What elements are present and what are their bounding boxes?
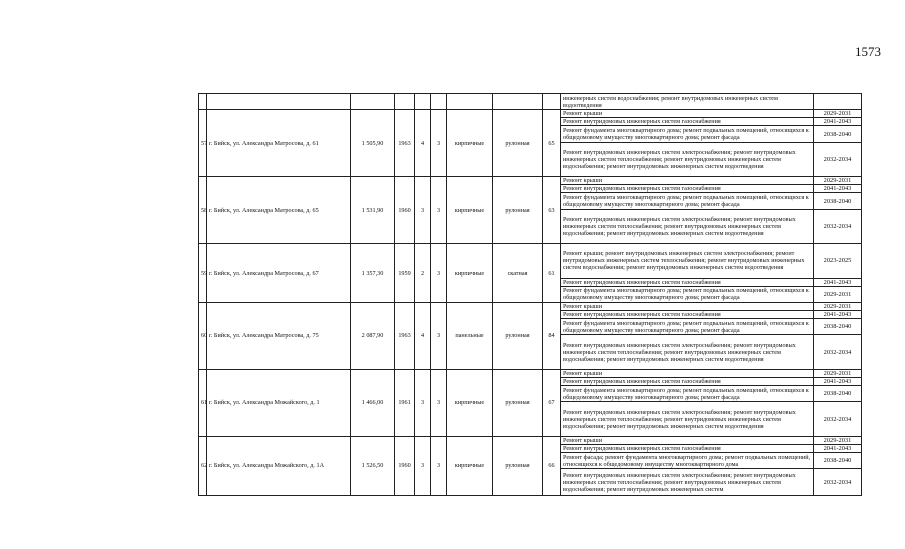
cell-empty [493, 94, 543, 110]
construction-year: 1959 [395, 244, 415, 303]
work-description: Ремонт внутридомовых инженерных систем электроснабжения; ремонт внутридомовых инженерных систем теплоснабжения; ремонт внутридомовых инженерных систем водоснабжения; ремонт внутридомовых инженерных систем водоотведения [561, 209, 814, 244]
continuation-row [199, 94, 862, 110]
building-number: 57 [199, 110, 207, 177]
work-description: Ремонт внутридомовых инженерных систем газоснабжения [561, 185, 814, 193]
work-period: 2038-2040 [814, 126, 862, 142]
capital-repair-table [198, 93, 862, 496]
apartment-count: 63 [543, 177, 561, 244]
work-description: Ремонт фасада; ремонт фундамента многоквартирного дома; ремонт подвальных помещений, относящихся к общедомовому имуществу многоквартирного дома [561, 453, 814, 469]
work-description: Ремонт фундамента многоквартирного дома; ремонт подвальных помещений, относящихся к общедомовому имуществу многоквартирного дома; ремонт фасада [561, 286, 814, 302]
roof-type: рулонная [493, 177, 543, 244]
apartment-count: 61 [543, 244, 561, 303]
building-area: 1 531,90 [351, 177, 395, 244]
work-period: 2038-2040 [814, 193, 862, 209]
work-period: 2038-2040 [814, 453, 862, 469]
building-area: 1 526,50 [351, 436, 395, 495]
work-period: 2032-2034 [814, 142, 862, 177]
building-address: г. Бийск, ул. Александра Матросова, д. 67 [207, 244, 351, 303]
cell-empty [431, 94, 447, 110]
roof-type: рулонная [493, 302, 543, 369]
work-period: 2041-2043 [814, 278, 862, 286]
work-description: Ремонт внутридомовых инженерных систем газоснабжения [561, 311, 814, 319]
page-number: 1573 [855, 44, 881, 59]
roof-type: рулонная [493, 110, 543, 177]
building-number: 59 [199, 244, 207, 303]
work-description: Ремонт внутридомовых инженерных систем электроснабжения; ремонт внутридомовых инженерных систем теплоснабжения; ремонт внутридомовых инженерных систем водоснабжения; ремонт внутридомовых инженерных систем водоотведения [561, 335, 814, 370]
roof-type: рулонная [493, 369, 543, 436]
roof-type: рулонная [493, 436, 543, 495]
building-row [199, 436, 862, 444]
building-row [199, 302, 862, 310]
construction-year: 1963 [395, 302, 415, 369]
cell-empty [543, 94, 561, 110]
cell-empty [415, 94, 431, 110]
work-description: Ремонт внутридомовых инженерных систем газоснабжения [561, 445, 814, 453]
construction-year: 1960 [395, 177, 415, 244]
building-address: г. Бийск, ул. Александра Матросова, д. 65 [207, 177, 351, 244]
wall-material: кирпичные [447, 436, 493, 495]
floor-count: 3 [415, 369, 431, 436]
entrance-count: 3 [431, 244, 447, 303]
work-description: Ремонт внутридомовых инженерных систем электроснабжения; ремонт внутридомовых инженерных систем теплоснабжения; ремонт внутридомовых инженерных систем водоснабжения; ремонт внутридомовых инженерных систем водоотведения [561, 402, 814, 437]
work-period: 2041-2043 [814, 445, 862, 453]
work-period: 2032-2034 [814, 402, 862, 437]
work-period: 2032-2034 [814, 335, 862, 370]
building-address: г. Бийск, ул. Александра Матросова, д. 75 [207, 302, 351, 369]
wall-material: кирпичные [447, 244, 493, 303]
work-period: 2029-2031 [814, 369, 862, 377]
work-period: 2029-2031 [814, 110, 862, 118]
construction-year: 1961 [395, 369, 415, 436]
building-area: 1 357,30 [351, 244, 395, 303]
apartment-count: 66 [543, 436, 561, 495]
building-number: 58 [199, 177, 207, 244]
work-description: Ремонт крыши [561, 110, 814, 118]
work-period: 2038-2040 [814, 319, 862, 335]
roof-type: скатная [493, 244, 543, 303]
floor-count: 4 [415, 302, 431, 369]
floor-count: 3 [415, 177, 431, 244]
entrance-count: 3 [431, 110, 447, 177]
building-area: 1 466,00 [351, 369, 395, 436]
wall-material: кирпичные [447, 369, 493, 436]
work-description: Ремонт фундамента многоквартирного дома; ремонт подвальных помещений, относящихся к общедомовому имуществу многоквартирного дома; ремонт фасада [561, 126, 814, 142]
building-area: 2 087,90 [351, 302, 395, 369]
work-period: 2029-2031 [814, 286, 862, 302]
entrance-count: 3 [431, 177, 447, 244]
building-number: 62 [199, 436, 207, 495]
work-period: 2041-2043 [814, 311, 862, 319]
wall-material: панельные [447, 302, 493, 369]
wall-material: кирпичные [447, 177, 493, 244]
work-description: Ремонт крыши [561, 177, 814, 185]
work-period: 2032-2034 [814, 209, 862, 244]
floor-count: 2 [415, 244, 431, 303]
building-row [199, 369, 862, 377]
floor-count: 3 [415, 436, 431, 495]
work-description: Ремонт фундамента многоквартирного дома; ремонт подвальных помещений, относящихся к общедомовому имуществу многоквартирного дома; ремонт фасада [561, 319, 814, 335]
work-description: инженерных систем водоснабжения; ремонт внутридомовых инженерных систем водоотведения [561, 94, 814, 110]
work-period: 2029-2031 [814, 177, 862, 185]
apartment-count: 65 [543, 110, 561, 177]
floor-count: 4 [415, 110, 431, 177]
cell-empty [395, 94, 415, 110]
cell-empty [199, 94, 207, 110]
work-period: 2041-2043 [814, 185, 862, 193]
building-number: 60 [199, 302, 207, 369]
cell-empty [351, 94, 395, 110]
work-description: Ремонт внутридомовых инженерных систем газоснабжения [561, 378, 814, 386]
building-row [199, 244, 862, 279]
work-period: 2041-2043 [814, 118, 862, 126]
work-description: Ремонт внутридомовых инженерных систем электроснабжения; ремонт внутридомовых инженерных систем теплоснабжения; ремонт внутридомовых инженерных систем водоснабжения; ремонт внутридомовых инженерных систем водоотведения [561, 142, 814, 177]
entrance-count: 3 [431, 369, 447, 436]
work-description: Ремонт крыши; ремонт внутридомовых инженерных систем электроснабжения; ремонт внутридомовых инженерных систем теплоснабжения; ремонт внутридомовых инженерных систем водоснабжения; ремонт внутридомовых инженерных систем водоотведения [561, 244, 814, 279]
apartment-count: 84 [543, 302, 561, 369]
building-address: г. Бийск, ул. Александра Можайского, д. 1А [207, 436, 351, 495]
table-body [199, 94, 862, 496]
work-description: Ремонт фундамента многоквартирного дома; ремонт подвальных помещений, относящихся к общедомовому имуществу многоквартирного дома; ремонт фасада [561, 386, 814, 402]
work-period: 2029-2031 [814, 436, 862, 444]
entrance-count: 3 [431, 436, 447, 495]
building-address: г. Бийск, ул. Александра Можайского, д. 1 [207, 369, 351, 436]
work-description: Ремонт внутридомовых инженерных систем газоснабжения [561, 278, 814, 286]
work-period: 2041-2043 [814, 378, 862, 386]
building-row [199, 110, 862, 118]
work-period: 2038-2040 [814, 386, 862, 402]
work-description: Ремонт внутридомовых инженерных систем электроснабжения; ремонт внутридомовых инженерных систем теплоснабжения; ремонт внутридомовых инженерных систем водоснабжения; ремонт внутридомовых инженерных систем [561, 469, 814, 496]
cell-empty [207, 94, 351, 110]
cell-empty [814, 94, 862, 110]
entrance-count: 3 [431, 302, 447, 369]
work-description: Ремонт крыши [561, 436, 814, 444]
work-description: Ремонт внутридомовых инженерных систем газоснабжения [561, 118, 814, 126]
construction-year: 1960 [395, 436, 415, 495]
construction-year: 1963 [395, 110, 415, 177]
building-area: 1 505,90 [351, 110, 395, 177]
building-row [199, 177, 862, 185]
apartment-count: 67 [543, 369, 561, 436]
cell-empty [447, 94, 493, 110]
building-address: г. Бийск, ул. Александра Матросова, д. 61 [207, 110, 351, 177]
work-period: 2029-2031 [814, 302, 862, 310]
work-description: Ремонт крыши [561, 369, 814, 377]
work-period: 2023-2025 [814, 244, 862, 279]
work-period: 2032-2034 [814, 469, 862, 496]
work-description: Ремонт фундамента многоквартирного дома; ремонт подвальных помещений, относящихся к общедомовому имуществу многоквартирного дома; ремонт фасада [561, 193, 814, 209]
work-description: Ремонт крыши [561, 302, 814, 310]
building-number: 61 [199, 369, 207, 436]
wall-material: кирпичные [447, 110, 493, 177]
